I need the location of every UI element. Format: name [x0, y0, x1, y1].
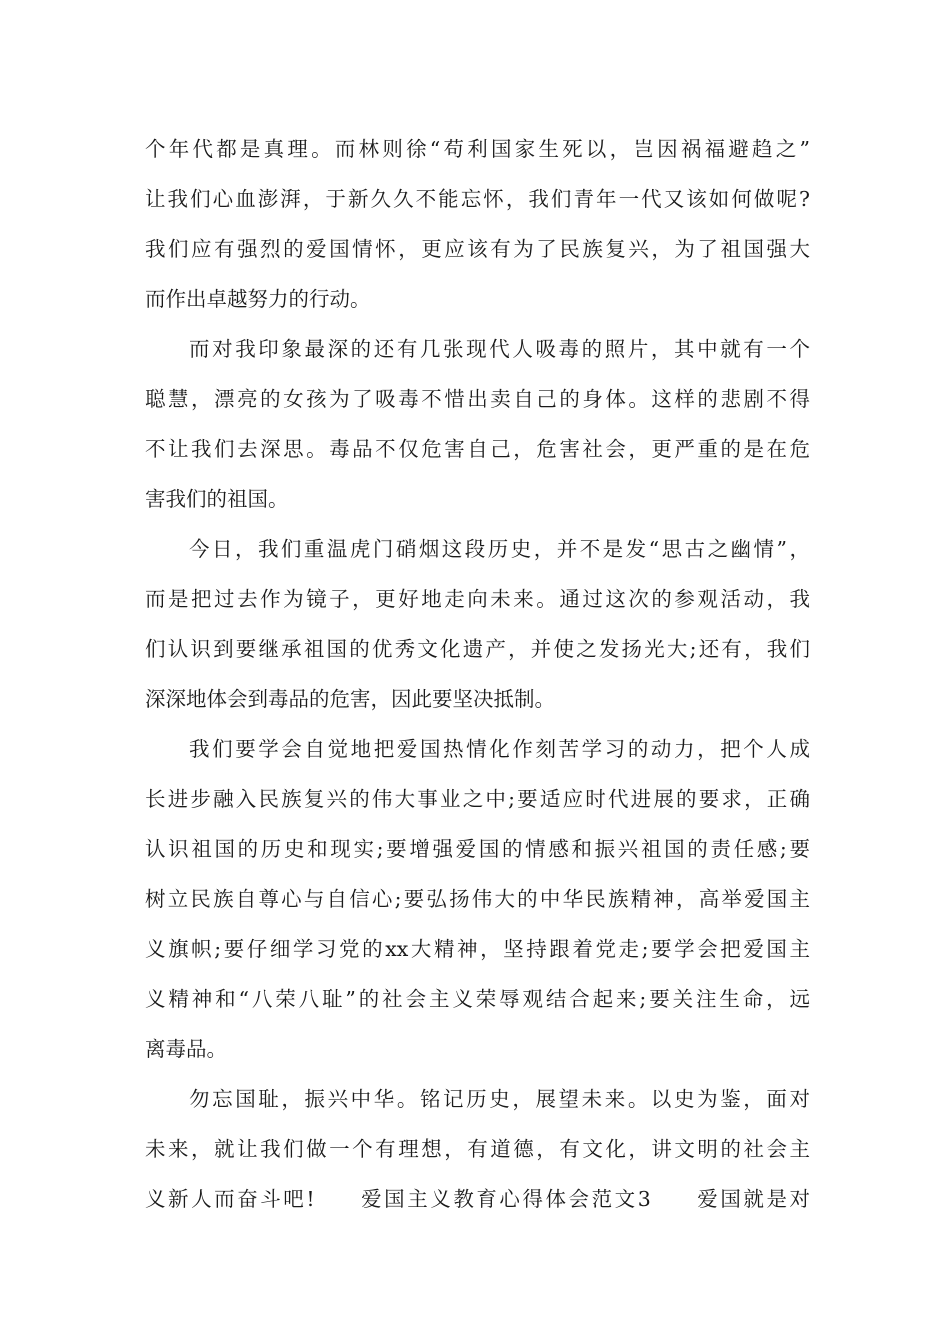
- closing-text: 义新人而奋斗吧!: [145, 1187, 315, 1211]
- text-line: 长进步融入民族复兴的伟大事业之中;要适应时代进展的要求，正确: [145, 787, 810, 811]
- text-line: 认识祖国的历史和现实;要增强爱国的情感和振兴祖国的责任感;要: [145, 837, 810, 861]
- text-line: 害我们的祖国。: [145, 487, 289, 511]
- text-line: 义旗帜;要仔细学习党的xx大精神，坚持跟着党走;要学会把爱国主: [145, 937, 810, 961]
- text-line: 我们要学会自觉地把爱国热情化作刻苦学习的动力，把个人成: [189, 737, 810, 761]
- text-line: 今日，我们重温虎门硝烟这段历史，并不是发“思古之幽情”，: [189, 537, 810, 561]
- text-line: 勿忘国耻，振兴中华。铭记历史，展望未来。以史为鉴，面对: [189, 1087, 810, 1111]
- text-line: 而是把过去作为镜子，更好地走向未来。通过这次的参观活动，我: [145, 587, 810, 611]
- text-line: 让我们心血澎湃，于新久久不能忘怀，我们青年一代又该如何做呢?: [145, 187, 810, 211]
- text-line: 而作出卓越努力的行动。: [145, 287, 371, 311]
- text-line: 离毒品。: [145, 1037, 227, 1061]
- section-heading: 爱国主义教育心得体会范文3: [358, 1187, 651, 1211]
- text-line: 们认识到要继承祖国的优秀文化遗产，并使之发扬光大;还有，我们: [145, 637, 810, 661]
- document-body: [145, 124, 810, 1224]
- text-line: 未来，就让我们做一个有理想，有道德，有文化，讲文明的社会主: [145, 1137, 810, 1161]
- text-line: 我们应有强烈的爱国情怀，更应该有为了民族复兴，为了祖国强大: [145, 237, 810, 261]
- text-line: 不让我们去深思。毒品不仅危害自己，危害社会，更严重的是在危: [145, 437, 810, 461]
- text-line: 而对我印象最深的还有几张现代人吸毒的照片，其中就有一个: [189, 337, 810, 361]
- text-line: 个年代都是真理。而林则徐“苟利国家生死以，岂因祸福避趋之”: [145, 137, 810, 161]
- text-line-final: [145, 1174, 810, 1224]
- text-line: 树立民族自尊心与自信心;要弘扬伟大的中华民族精神，高举爱国主: [145, 887, 810, 911]
- next-section-start: 爱国就是对: [694, 1187, 810, 1211]
- text-line: 深深地体会到毒品的危害，因此要坚决抵制。: [145, 687, 555, 711]
- text-line: 聪慧，漂亮的女孩为了吸毒不惜出卖自己的身体。这样的悲剧不得: [145, 387, 810, 411]
- text-line: 义精神和“八荣八耻”的社会主义荣辱观结合起来;要关注生命，远: [145, 987, 810, 1011]
